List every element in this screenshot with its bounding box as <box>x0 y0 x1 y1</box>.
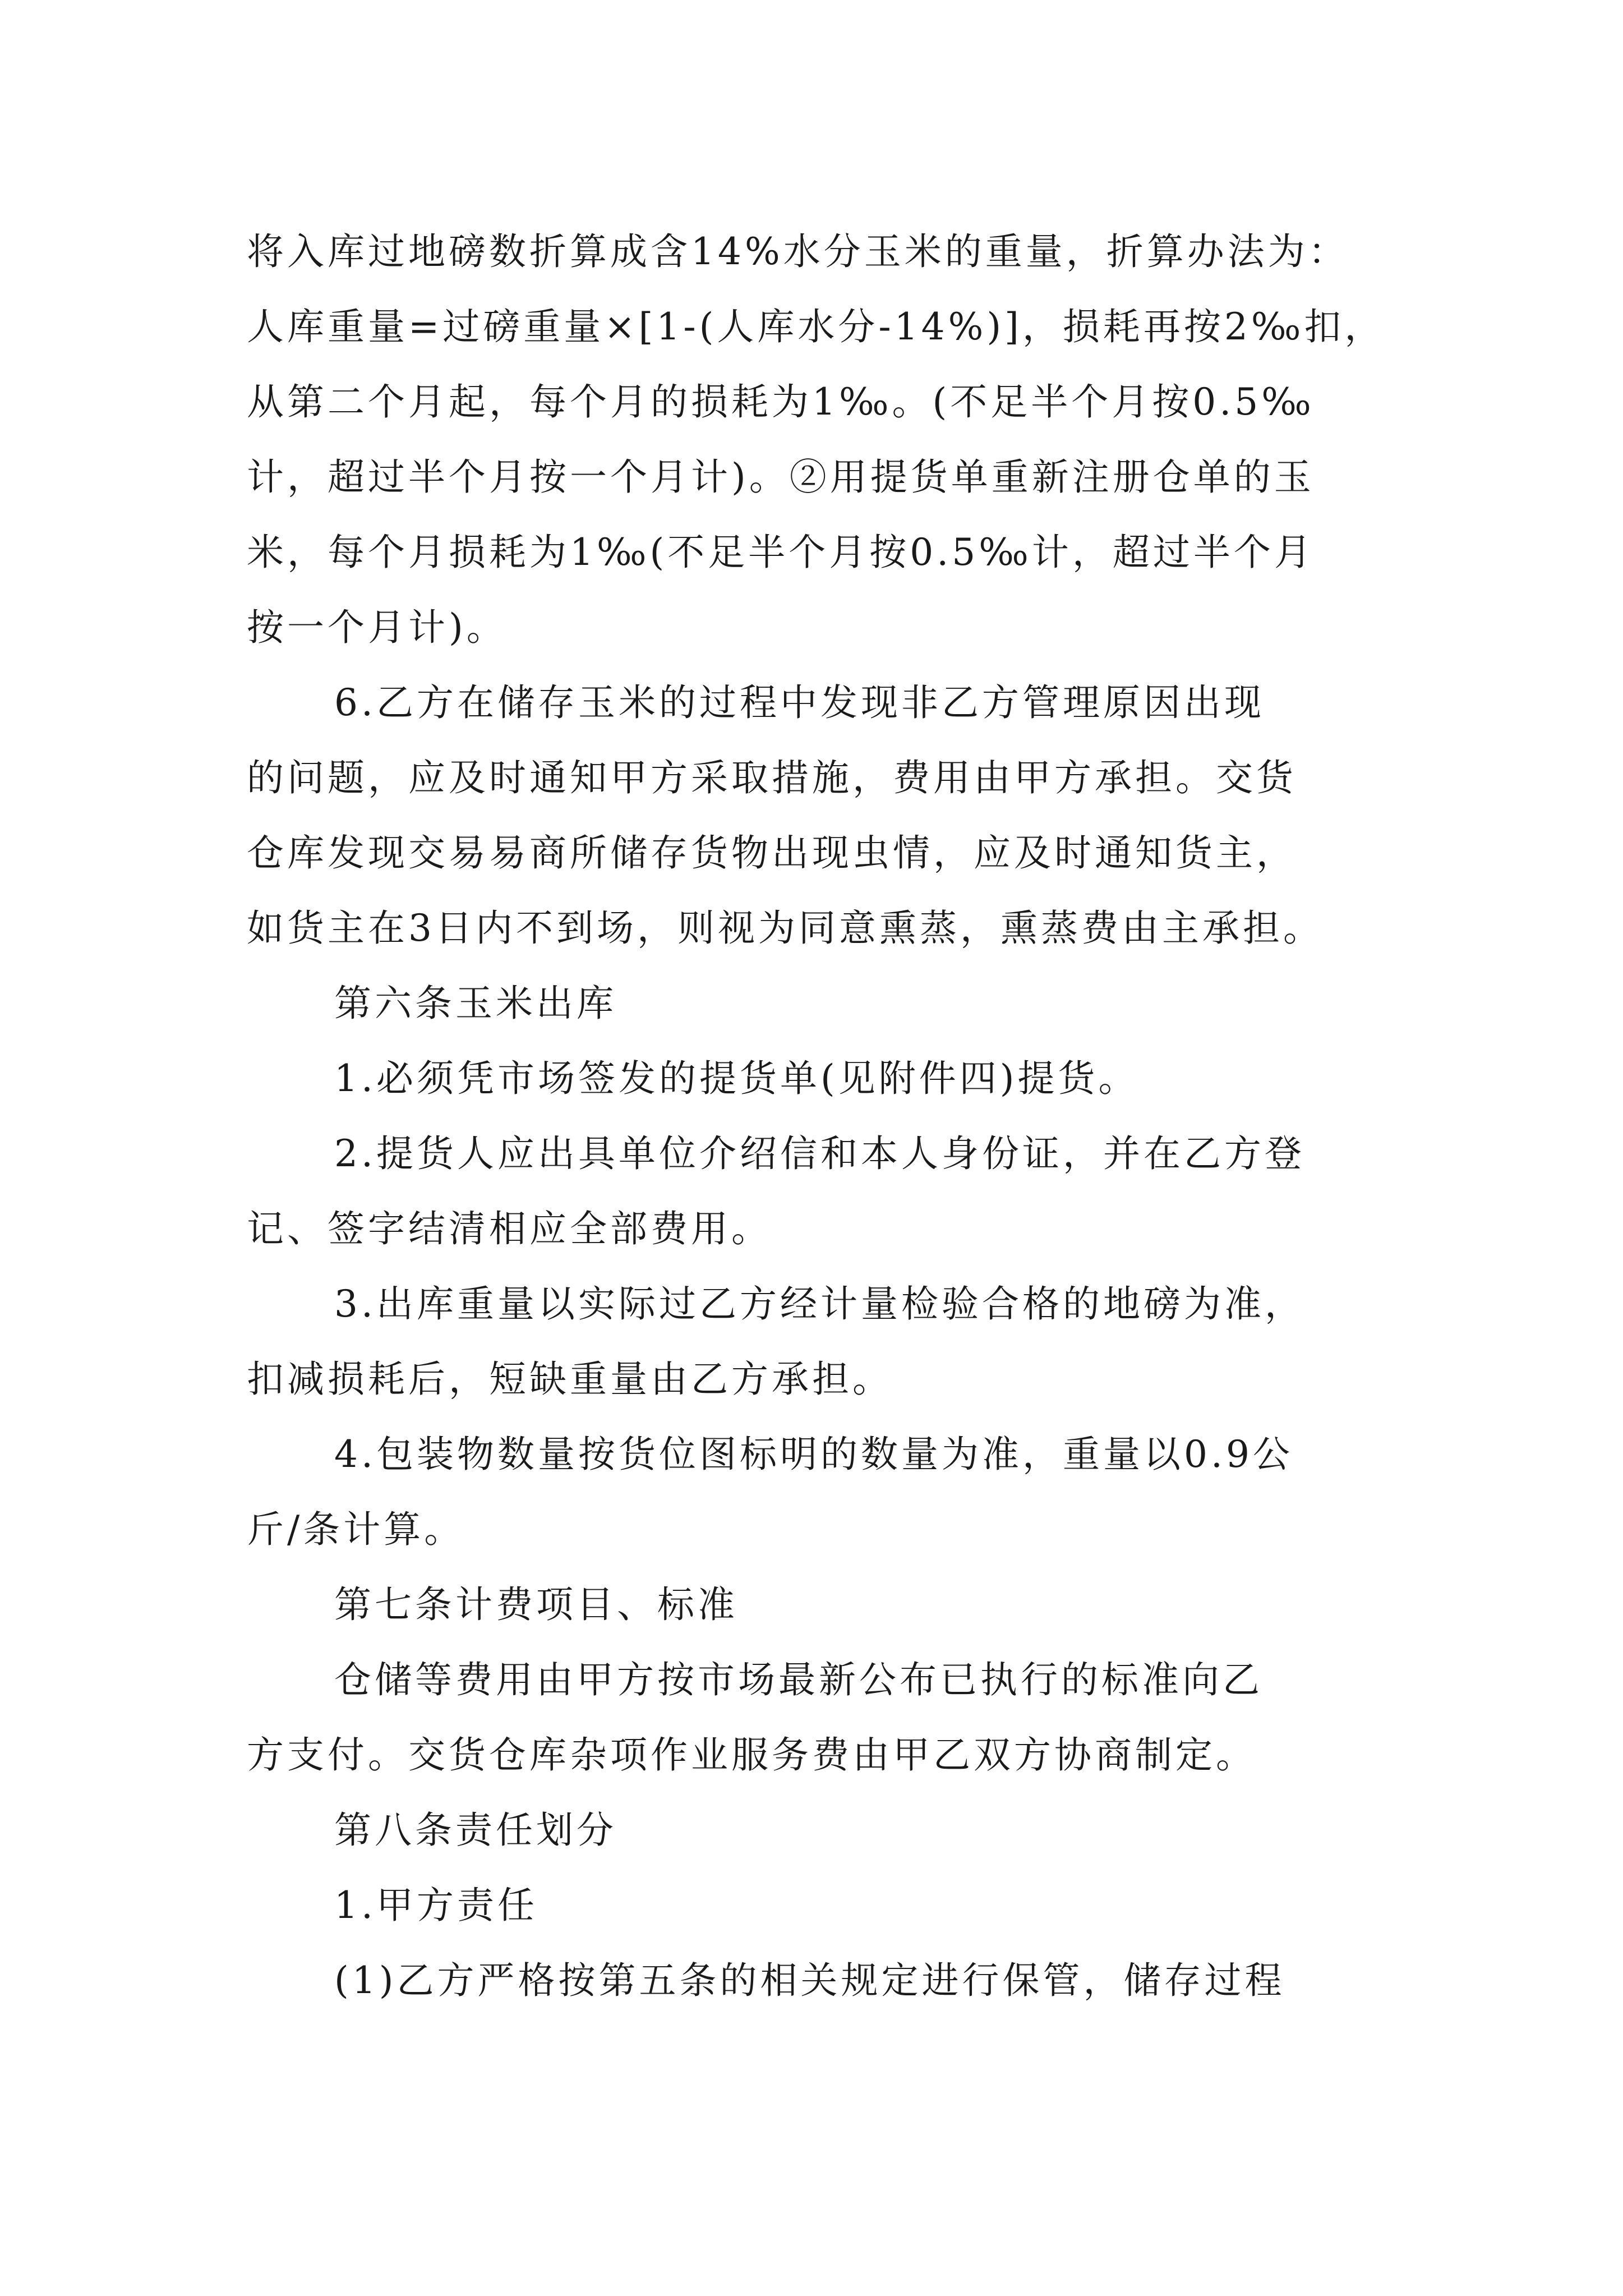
text-line: 如货主在3日内不到场，则视为同意熏蒸，熏蒸费由主承担。 <box>247 907 1324 950</box>
text-line: 第七条计费项目、标准 <box>334 1583 738 1626</box>
text-line: (1)乙方严格按第五条的相关规定进行保管，储存过程 <box>334 1959 1285 2002</box>
text-line: 1.必须凭市场签发的提货单(见附件四)提货。 <box>334 1057 1139 1100</box>
text-line: 斤/条计算。 <box>247 1508 465 1551</box>
text-line: 第八条责任划分 <box>334 1809 617 1852</box>
text-line: 人库重量=过磅重量×[1-(人库水分-14%)]，损耗再按2‰扣， <box>247 305 1385 348</box>
document-body <box>247 214 1402 2018</box>
text-line: 6.乙方在储存玉米的过程中发现非乙方管理原因出现 <box>334 681 1265 724</box>
text-line: 计，超过半个月按一个月计)。②用提货单重新注册仓单的玉 <box>247 455 1315 499</box>
text-line: 米，每个月损耗为1‰(不足半个月按0.5‰计，超过半个月 <box>247 531 1315 574</box>
text-line: 方支付。交货仓库杂项作业服务费由甲乙双方协商制定。 <box>247 1733 1256 1777</box>
text-line: 1.甲方责任 <box>334 1884 538 1927</box>
text-line: 仓库发现交易易商所储存货物出现虫情，应及时通知货主， <box>247 831 1297 875</box>
text-line: 将入库过地磅数折算成含14%水分玉米的重量，折算办法为： <box>247 230 1349 273</box>
text-line: 按一个月计)。 <box>247 606 507 649</box>
text-line: 4.包装物数量按货位图标明的数量为准，重量以0.9公 <box>334 1433 1293 1476</box>
text-line: 2.提货人应出具单位介绍信和本人身份证，并在乙方登 <box>334 1132 1305 1175</box>
text-line: 从第二个月起，每个月的损耗为1‰。(不足半个月按0.5‰ <box>247 380 1315 424</box>
text-line: 3.出库重量以实际过乙方经计量检验合格的地磅为准， <box>334 1282 1305 1326</box>
text-line: 的问题，应及时通知甲方采取措施，费用由甲方承担。交货 <box>247 756 1297 799</box>
text-line: 记、签字结清相应全部费用。 <box>247 1207 772 1250</box>
text-line: 仓储等费用由甲方按市场最新公布已执行的标准向乙 <box>334 1658 1263 1701</box>
text-line: 扣减损耗后，短缺重量由乙方承担。 <box>247 1358 893 1401</box>
text-line: 第六条玉米出库 <box>334 982 617 1025</box>
